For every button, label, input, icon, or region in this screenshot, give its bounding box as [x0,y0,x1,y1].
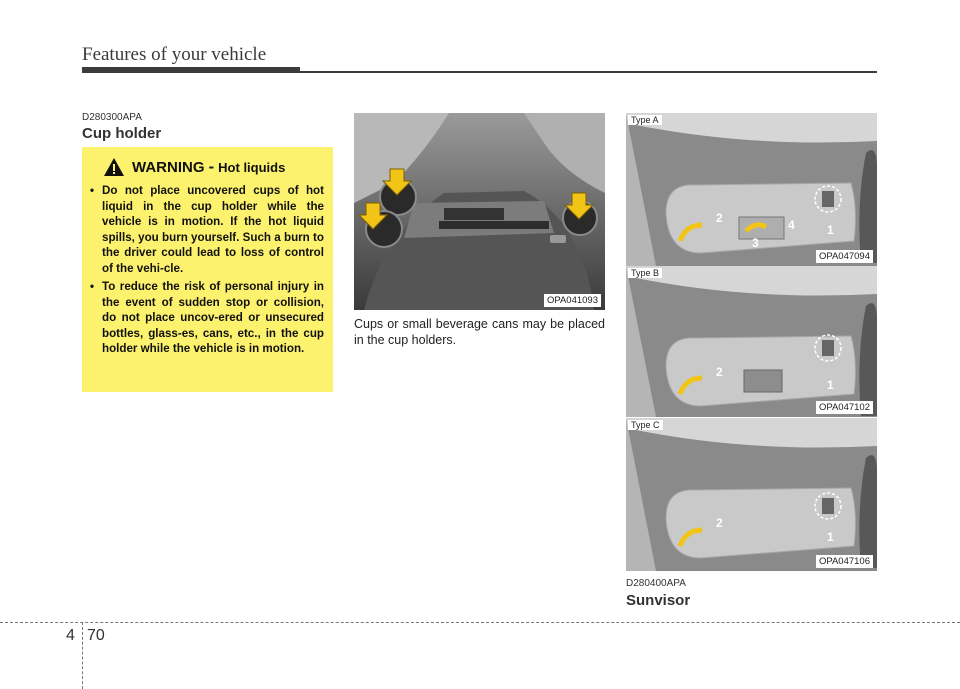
sunvisor-photo-type-a [626,113,877,266]
callout-1: 1 [827,378,834,392]
sunvisor-photo-code: OPA047106 [816,555,873,568]
callout-2: 2 [716,516,723,530]
cup-holder-photo [354,113,605,310]
sunvisor-type-c-label: Type C [628,420,663,430]
sunvisor-photo-type-c [626,418,877,571]
callout-1: 1 [827,223,834,237]
sunvisor-type-b-label: Type B [628,268,662,278]
sunvisor-type-a-label: Type A [628,115,662,125]
callout-2: 2 [716,365,723,379]
warning-box [82,147,333,392]
sunvisor-title: Sunvisor [626,592,691,609]
chapter-number: 4 [66,627,75,644]
sunvisor-photo-type-b [626,266,877,417]
header-rule [82,71,877,73]
cup-holder-title: Cup holder [82,125,162,142]
page-header-title: Features of your vehicle [82,44,267,65]
warning-subtitle: Hot liquids [218,159,286,175]
cup-holder-body-text: Cups or small beverage cans may be placed in the cup holders. [354,317,605,347]
callout-4: 4 [788,218,795,232]
page-number: 70 [87,627,105,644]
warning-header [103,157,324,177]
warning-item: • Do not place uncovered cups of hot liquid in the cup holder while the vehicle is in motion. If the hot liquid spills, you burn yourself. Such a burn to the driver could lead to loss of control of the vehi-cle. [90,183,324,276]
footer-rule [0,622,960,623]
sunvisor-photo-code: OPA047102 [816,401,873,414]
warning-icon [103,157,125,177]
cup-holder-photo-code: OPA041093 [544,294,601,307]
warning-dash: - [208,157,215,176]
callout-1: 1 [827,530,834,544]
warning-item: • To reduce the risk of personal injury in the event of sudden stop or collision, do not place uncov-ered or unsecured bottles, glass-es, cans, etc., in the cup holder while the vehicle is in motion. [90,279,324,357]
callout-2: 2 [716,211,723,225]
warning-label: WARNING [132,158,205,176]
sunvisor-section-code: D280400APA [626,578,686,589]
cup-holder-section-code: D280300APA [82,112,142,123]
callout-3: 3 [752,236,759,250]
warning-list [90,183,324,357]
sunvisor-photo-code: OPA047094 [816,250,873,263]
footer-divider [82,622,83,689]
